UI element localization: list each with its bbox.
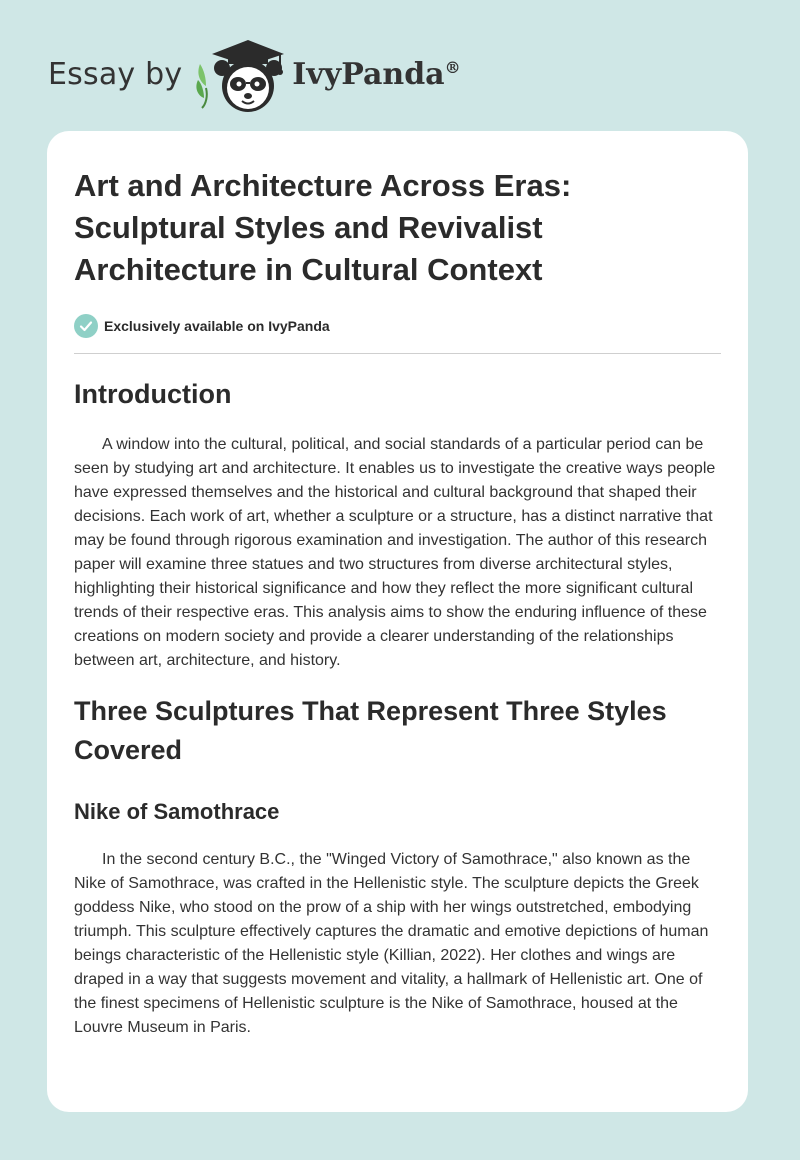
- exclusive-label: Exclusively available on IvyPanda: [104, 318, 330, 334]
- divider: [74, 353, 721, 354]
- registered-mark: ®: [444, 57, 461, 77]
- article-card: [47, 131, 748, 1112]
- three-sculptures-heading: Three Sculptures That Represent Three Styles Covered: [74, 696, 667, 765]
- nike-paragraph: In the second century B.C., the "Winged Victory of Samothrace," also known as the Nike of Samothrace, was crafted in the Hellenistic style. The sculpture depicts the Greek goddess Nike, who stood on the prow of a ship with her wings outstretched, embodying triumph. This sculpture effectively captures the dramatic and emotive depictions of human beings characteristic of the Hellenistic style (Killian, 2022). Her clothes and wings are draped in a way that suggests movement and vitality, a hallmark of Hellenistic art. One of the finest specimens of Hellenistic sculpture is the Nike of Samothrace, housed at the Louvre Museum in Paris.: [74, 851, 709, 1036]
- site-header: [48, 34, 548, 114]
- essay-by-label: Essay by: [48, 56, 183, 92]
- check-circle-icon: [74, 314, 98, 338]
- introduction-heading: Introduction: [74, 379, 232, 409]
- exclusive-badge: [74, 312, 721, 340]
- brand-name[interactable]: IvyPanda®: [292, 56, 461, 92]
- nike-heading: Nike of Samothrace: [74, 799, 280, 824]
- article-title: Art and Architecture Across Eras: Sculptural Styles and Revivalist Architecture in Cultural Context: [74, 168, 572, 287]
- panda-graduate-logo-icon[interactable]: [192, 34, 288, 114]
- introduction-paragraph: A window into the cultural, political, and social standards of a particular period can be seen by studying art and architecture. It enables us to investigate the creative ways people have expressed themselves and the historical and cultural background that shaped their decisions. Each work of art, whether a sculpture or a structure, has a distinct narrative that may be found through rigorous examination and investigation. The author of this research paper will examine three statues and two structures from diverse architectural styles, highlighting their historical significance and how they reflect the more significant cultural trends of their respective eras. This analysis aims to show the enduring influence of these creations on modern society and provide a clearer understanding of the relationships between art, architecture, and history.: [74, 436, 716, 669]
